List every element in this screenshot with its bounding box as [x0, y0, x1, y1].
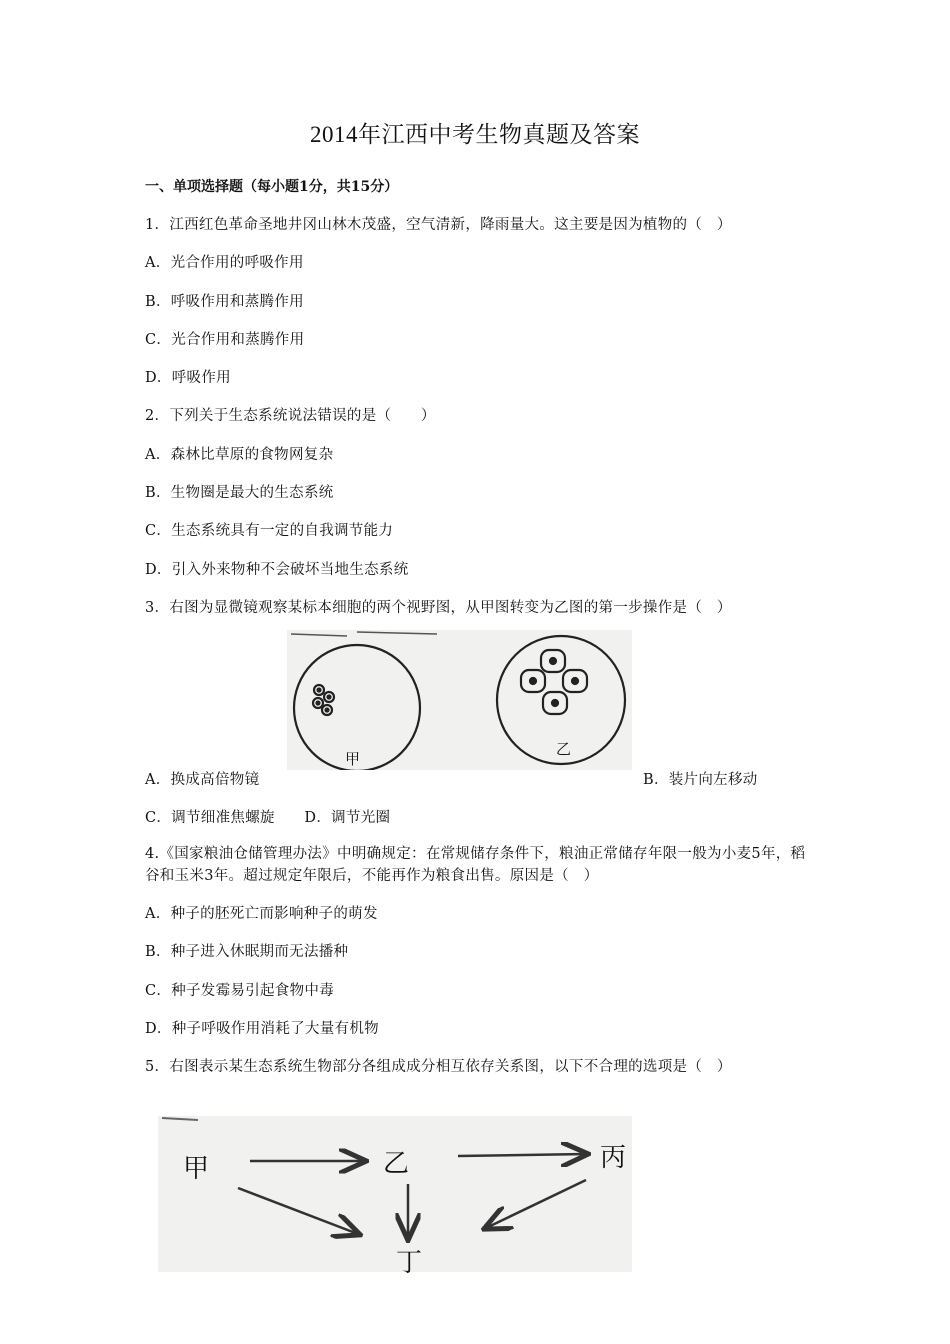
q4-option-b: B．种子进入休眠期而无法播种: [145, 944, 349, 960]
section-heading: 一、单项选择题（每小题1分，共15分）: [145, 179, 399, 195]
figure-label-jia: 甲: [345, 750, 361, 768]
food-web-node-ding: 丁: [396, 1248, 423, 1278]
food-web-figure: [158, 1116, 632, 1272]
q2-option-b: B．生物圈是最大的生态系统: [145, 485, 334, 501]
q1-stem: 1．江西红色革命圣地井冈山林木茂盛，空气清新，降雨量大。这主要是因为植物的（ ）: [145, 217, 732, 233]
q2-stem: 2．下列关于生态系统说法错误的是（ ）: [145, 408, 436, 424]
q3-option-b: B．装片向左移动: [643, 772, 758, 788]
q5-stem: 5．右图表示某生态系统生物部分各组成成分相互依存关系图，以下不合理的选项是（ ）: [145, 1059, 732, 1075]
q1-option-d: D．呼吸作用: [145, 370, 231, 386]
q4-option-a: A．种子的胚死亡而影响种子的萌发: [145, 906, 378, 922]
q2-option-a: A．森林比草原的食物网复杂: [145, 447, 334, 463]
q1-option-c: C．光合作用和蒸腾作用: [145, 332, 305, 348]
q2-option-c: C．生态系统具有一定的自我调节能力: [145, 523, 394, 539]
q4-stem: 4.《国家粮油仓储管理办法》中明确规定：在常规储存条件下，粮油正常储存年限一般为小麦5年，稻谷和玉米3年。超过规定年限后，不能再作为粮食出售。原因是（ ）: [145, 846, 806, 884]
food-web-node-bing: 丙: [600, 1143, 627, 1173]
q1-option-a: A．光合作用的呼吸作用: [145, 255, 304, 271]
q4-option-c: C．种子发霉易引起食物中毒: [145, 983, 334, 999]
q4-option-d: D．种子呼吸作用消耗了大量有机物: [145, 1021, 379, 1037]
figure-label-yi: 乙: [556, 740, 572, 758]
q2-option-d: D．引入外来物种不会破坏当地生态系统: [145, 562, 409, 578]
q3-stem: 3．右图为显微镜观察某标本细胞的两个视野图，从甲图转变为乙图的第一步操作是（ ）: [145, 600, 732, 616]
food-web-node-jia: 甲: [183, 1154, 210, 1184]
q1-option-b: B．呼吸作用和蒸腾作用: [145, 294, 304, 310]
microscope-figure: [287, 630, 632, 770]
q3-option-a: A．换成高倍物镜: [145, 772, 260, 788]
page-title: 2014年江西中考生物真题及答案: [310, 122, 640, 147]
q3-option-cd: C．调节细准焦螺旋 D．调节光圈: [145, 810, 391, 826]
food-web-node-yi: 乙: [383, 1149, 410, 1179]
